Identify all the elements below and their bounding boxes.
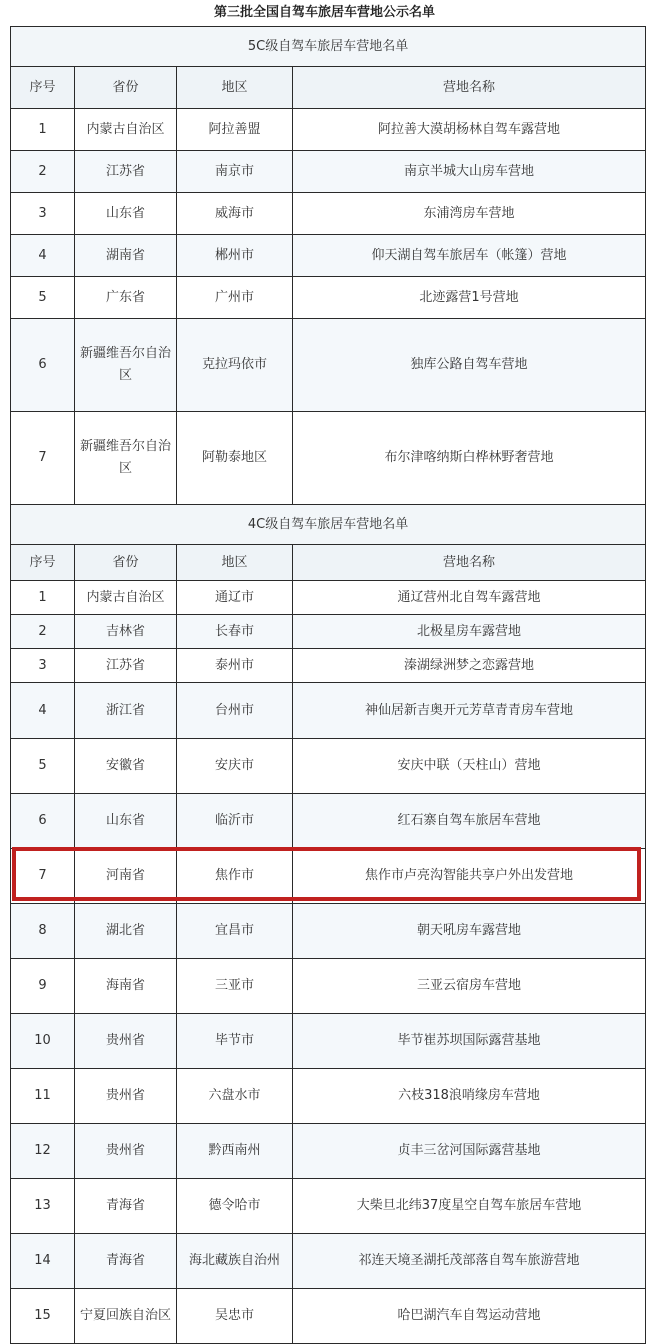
cell-region: 郴州市 [177,235,293,277]
table-row [11,1124,646,1179]
cell-province: 贵州省 [75,1124,177,1179]
section-header-row [11,505,646,545]
cell-index: 3 [11,193,75,235]
column-header-camp-name: 营地名称 [293,67,646,109]
cell-camp-name: 独库公路自驾车营地 [293,319,646,412]
cell-region: 泰州市 [177,649,293,683]
cell-index: 13 [11,1179,75,1234]
cell-index: 2 [11,615,75,649]
cell-camp-name: 安庆中联（天柱山）营地 [293,739,646,794]
cell-province: 湖北省 [75,904,177,959]
column-header-region: 地区 [177,545,293,581]
cell-camp-name: 红石寨自驾车旅居车营地 [293,794,646,849]
cell-region: 阿拉善盟 [177,109,293,151]
cell-camp-name: 焦作市卢亮沟智能共享户外出发营地 [293,849,646,904]
table-row [11,739,646,794]
table-row [11,794,646,849]
cell-region: 黔西南州 [177,1124,293,1179]
cell-index: 11 [11,1069,75,1124]
column-header-row [11,545,646,581]
cell-index: 6 [11,319,75,412]
table-row [11,319,646,412]
cell-index: 7 [11,412,75,505]
cell-index: 1 [11,581,75,615]
section-title: 5C级自驾车旅居车营地名单 [11,27,646,67]
cell-region: 台州市 [177,683,293,739]
cell-region: 焦作市 [177,849,293,904]
cell-index: 3 [11,649,75,683]
cell-region: 三亚市 [177,959,293,1014]
column-header-province: 省份 [75,67,177,109]
table-row [11,683,646,739]
cell-index: 7 [11,849,75,904]
cell-region: 通辽市 [177,581,293,615]
cell-province: 浙江省 [75,683,177,739]
cell-index: 12 [11,1124,75,1179]
cell-province: 山东省 [75,794,177,849]
column-header-region: 地区 [177,67,293,109]
cell-province: 江苏省 [75,151,177,193]
cell-province: 新疆维吾尔自治区 [75,319,177,412]
cell-region: 南京市 [177,151,293,193]
cell-province: 贵州省 [75,1069,177,1124]
cell-index: 14 [11,1234,75,1289]
table-row [11,193,646,235]
cell-camp-name: 神仙居新吉奥开元芳草青青房车营地 [293,683,646,739]
cell-camp-name: 仰天湖自驾车旅居车（帐篷）营地 [293,235,646,277]
table-row [11,904,646,959]
cell-camp-name: 哈巴湖汽车自驾运动营地 [293,1289,646,1344]
cell-camp-name: 阿拉善大漠胡杨林自驾车露营地 [293,109,646,151]
table-row [11,412,646,505]
cell-camp-name: 祁连天境圣湖托茂部落自驾车旅游营地 [293,1234,646,1289]
cell-province: 湖南省 [75,235,177,277]
cell-region: 克拉玛依市 [177,319,293,412]
cell-camp-name: 六枝318浪哨缘房车营地 [293,1069,646,1124]
cell-index: 4 [11,235,75,277]
table-row [11,649,646,683]
cell-region: 吴忠市 [177,1289,293,1344]
column-header-camp-name: 营地名称 [293,545,646,581]
table-row [11,235,646,277]
cell-index: 1 [11,109,75,151]
cell-province: 宁夏回族自治区 [75,1289,177,1344]
table-row [11,1069,646,1124]
cell-province: 内蒙古自治区 [75,109,177,151]
cell-region: 六盘水市 [177,1069,293,1124]
cell-camp-name: 东浦湾房车营地 [293,193,646,235]
column-header-index: 序号 [11,67,75,109]
cell-index: 4 [11,683,75,739]
camp-list-table [10,26,646,1344]
cell-camp-name: 南京半城大山房车营地 [293,151,646,193]
table-row [11,109,646,151]
cell-camp-name: 大柴旦北纬37度星空自驾车旅居车营地 [293,1179,646,1234]
cell-province: 山东省 [75,193,177,235]
table-row [11,1179,646,1234]
cell-index: 2 [11,151,75,193]
cell-province: 河南省 [75,849,177,904]
cell-province: 青海省 [75,1234,177,1289]
cell-region: 毕节市 [177,1014,293,1069]
cell-camp-name: 北极星房车露营地 [293,615,646,649]
table-row [11,1014,646,1069]
cell-camp-name: 通辽营州北自驾车露营地 [293,581,646,615]
cell-index: 5 [11,277,75,319]
cell-province: 海南省 [75,959,177,1014]
table-row [11,277,646,319]
page-title: 第三批全国自驾车旅居车营地公示名单 [213,5,435,20]
cell-region: 宜昌市 [177,904,293,959]
cell-index: 5 [11,739,75,794]
cell-camp-name: 毕节崔苏坝国际露营基地 [293,1014,646,1069]
cell-province: 安徽省 [75,739,177,794]
cell-region: 海北藏族自治州 [177,1234,293,1289]
cell-region: 德令哈市 [177,1179,293,1234]
cell-region: 临沂市 [177,794,293,849]
table-row [11,1234,646,1289]
column-header-index: 序号 [11,545,75,581]
cell-province: 内蒙古自治区 [75,581,177,615]
cell-index: 8 [11,904,75,959]
cell-camp-name: 三亚云宿房车营地 [293,959,646,1014]
cell-province: 新疆维吾尔自治区 [75,412,177,505]
cell-index: 6 [11,794,75,849]
cell-province: 广东省 [75,277,177,319]
cell-province: 贵州省 [75,1014,177,1069]
table-row [11,151,646,193]
table-row [11,959,646,1014]
table-row [11,581,646,615]
cell-region: 广州市 [177,277,293,319]
table-row-highlighted [11,849,646,904]
section-title: 4C级自驾车旅居车营地名单 [11,505,646,545]
cell-region: 安庆市 [177,739,293,794]
cell-camp-name: 布尔津喀纳斯白桦林野奢营地 [293,412,646,505]
cell-province: 青海省 [75,1179,177,1234]
section-header-row [11,27,646,67]
cell-index: 9 [11,959,75,1014]
table-row [11,1289,646,1344]
cell-camp-name: 北迹露营1号营地 [293,277,646,319]
column-header-province: 省份 [75,545,177,581]
cell-camp-name: 溱湖绿洲梦之恋露营地 [293,649,646,683]
table-row [11,615,646,649]
cell-index: 15 [11,1289,75,1344]
cell-region: 阿勒泰地区 [177,412,293,505]
cell-region: 威海市 [177,193,293,235]
cell-camp-name: 朝天吼房车露营地 [293,904,646,959]
cell-camp-name: 贞丰三岔河国际露营基地 [293,1124,646,1179]
cell-province: 江苏省 [75,649,177,683]
column-header-row [11,67,646,109]
cell-region: 长春市 [177,615,293,649]
cell-province: 吉林省 [75,615,177,649]
cell-index: 10 [11,1014,75,1069]
